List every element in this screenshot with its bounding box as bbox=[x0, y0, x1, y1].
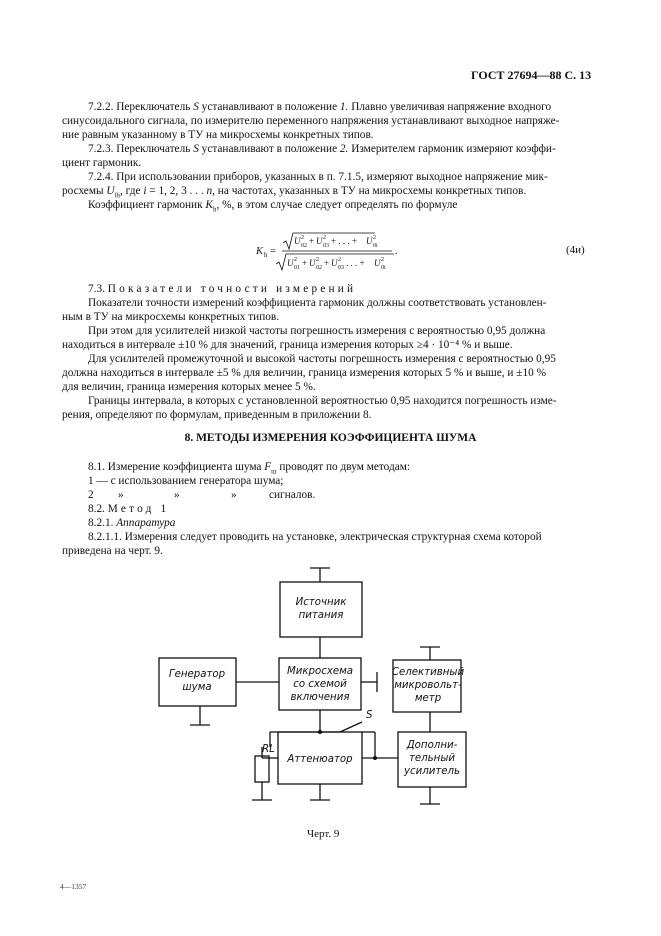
svg-text:+: + bbox=[302, 258, 308, 268]
svg-text:2: 2 bbox=[294, 257, 297, 263]
page-header: ГОСТ 27694—88 С. 13 bbox=[471, 68, 592, 82]
resistor-label: RL bbox=[262, 744, 275, 755]
formula bbox=[0, 226, 661, 276]
text-line: циент гармоник. bbox=[62, 157, 142, 169]
text-line: ным в ТУ на микросхемы конкретных типов. bbox=[62, 311, 280, 323]
text-line: 1 — с использованием генератора шума; bbox=[88, 475, 284, 487]
text-line: » bbox=[118, 489, 124, 501]
svg-text:2: 2 bbox=[373, 235, 376, 241]
text-line: Показатели точности измерений коэффициента гармоник должны соответствовать установлен- bbox=[88, 297, 547, 309]
text-line: 7.2.4. При использовании приборов, указанных в п. 7.1.5, измеряют выходное напряжение мик- bbox=[88, 171, 548, 183]
power-label-2: питания bbox=[298, 610, 344, 621]
svg-text:. . . +: . . . + bbox=[346, 258, 365, 268]
svg-text:0i: 0i bbox=[381, 265, 386, 271]
text-line: 8.2. Метод 1 bbox=[88, 503, 170, 515]
text-line: 7.2.2. Переключатель S устанавливают в положение 1. Плавно увеличивая напряжение входного bbox=[88, 101, 552, 113]
svg-text:=: = bbox=[270, 246, 276, 257]
text-line: рения, определяют по формулам, приведенным в приложении 8. bbox=[62, 409, 372, 421]
svg-text:0i: 0i bbox=[373, 243, 378, 249]
text-line: сигналов. bbox=[269, 489, 316, 501]
amplifier-label-2: тельный bbox=[408, 753, 456, 764]
voltmeter-label-3: метр bbox=[414, 693, 442, 704]
text-line: должна находиться в интервале ±5 % для величин, граница измерения которых 5 % и выше, и ±10 % bbox=[62, 367, 546, 379]
text-line: Для усилителей промежуточной и высокой частоты погрешность измерения с вероятностью 0,95 bbox=[88, 353, 556, 365]
section-title: 8. МЕТОДЫ ИЗМЕРЕНИЯ КОЭФФИЦИЕНТА ШУМА bbox=[184, 432, 477, 444]
text-line: 2 bbox=[88, 489, 94, 501]
amplifier-label-3: усилитель bbox=[403, 766, 461, 777]
footer-code: 4—1357 bbox=[60, 882, 87, 891]
generator-label-2: шума bbox=[182, 682, 212, 693]
svg-text:h: h bbox=[264, 251, 268, 259]
amplifier-label-1: Дополни- bbox=[406, 740, 458, 751]
block-diagram bbox=[0, 560, 661, 820]
text-line: ние равным указанному в ТУ на микросхемы конкретных типов. bbox=[62, 129, 374, 141]
svg-text:.: . bbox=[395, 246, 398, 257]
svg-text:U: U bbox=[331, 258, 338, 268]
chip-label-2: со схемой bbox=[293, 679, 347, 690]
text-line: 8.2.1.1. Измерения следует проводить на установке, электрическая структурная схема которой bbox=[88, 531, 542, 543]
svg-text:U: U bbox=[374, 258, 381, 268]
chip-label-1: Микросхема bbox=[286, 666, 354, 677]
svg-text:U: U bbox=[366, 236, 373, 246]
switch-label: S bbox=[366, 710, 373, 721]
text-line: » bbox=[231, 489, 237, 501]
svg-text:U: U bbox=[316, 236, 323, 246]
subsection-heading: 7.3. Показатели точности измерений bbox=[88, 283, 357, 295]
text-line: для величин, граница измерения которых менее 5 %. bbox=[62, 381, 316, 393]
voltmeter-label-2: микровольт- bbox=[394, 680, 462, 691]
svg-text:2: 2 bbox=[316, 257, 319, 263]
svg-text:+: + bbox=[309, 236, 315, 246]
text-line: Коэффициент гармоник $K_h$, %, в этом случае следует определять по формуле bbox=[88, 199, 458, 214]
svg-text:+ . . . +: + . . . + bbox=[331, 236, 357, 246]
svg-text:U: U bbox=[294, 236, 301, 246]
resistor-rl bbox=[255, 756, 269, 782]
svg-text:01: 01 bbox=[294, 265, 300, 271]
text-line: » bbox=[174, 489, 180, 501]
svg-text:2: 2 bbox=[381, 257, 384, 263]
svg-text:K: K bbox=[256, 246, 264, 257]
text-line: 8.1. Измерение коэффициента шума $F_ш$ проводят по двум методам: bbox=[88, 461, 411, 476]
svg-text:02: 02 bbox=[316, 265, 322, 271]
voltmeter-label-1: Селективный bbox=[391, 667, 465, 678]
svg-text:03: 03 bbox=[338, 265, 344, 271]
text-line: 7.2.3. Переключатель S устанавливают в положение 2. Измерителем гармоник измеряют коэффи- bbox=[88, 143, 556, 155]
svg-text:U: U bbox=[287, 258, 294, 268]
attenuator-label: Аттенюатор bbox=[287, 754, 353, 765]
svg-text:02: 02 bbox=[301, 243, 307, 249]
figure-caption: Черт. 9 bbox=[307, 828, 340, 840]
text-line: При этом для усилителей низкой частоты погрешность измерения с вероятностью 0,95 должна bbox=[88, 325, 546, 337]
text-line: 8.2.1. Аппаратура bbox=[88, 517, 176, 529]
text-line: Границы интервала, в которых с установленной вероятностью 0,95 находится погрешность изме- bbox=[88, 395, 557, 407]
svg-text:2: 2 bbox=[338, 257, 341, 263]
svg-text:03: 03 bbox=[323, 243, 329, 249]
text-line: синусоидального сигнала, по измерителю переменного напряжения устанавливают выходное напряже- bbox=[62, 115, 560, 127]
power-label-1: Источник bbox=[295, 597, 347, 608]
text-line: приведена на черт. 9. bbox=[62, 545, 163, 557]
formula-number: (4и) bbox=[566, 244, 585, 256]
text-line: находиться в интервале ±10 % для значений, граница измерения которых ≥4 · 10⁻⁴ % и выше. bbox=[62, 339, 513, 351]
svg-text:U: U bbox=[309, 258, 316, 268]
text-line: росхемы $U_{0i}$, где i = 1, 2, 3 . . . n, на частотах, указанных в ТУ на микросхемы конкретных типов. bbox=[62, 185, 527, 200]
svg-text:+: + bbox=[324, 258, 330, 268]
chip-label-3: включения bbox=[290, 692, 350, 703]
svg-text:2: 2 bbox=[323, 235, 326, 241]
svg-text:2: 2 bbox=[301, 235, 304, 241]
generator-label-1: Генератор bbox=[168, 669, 226, 680]
